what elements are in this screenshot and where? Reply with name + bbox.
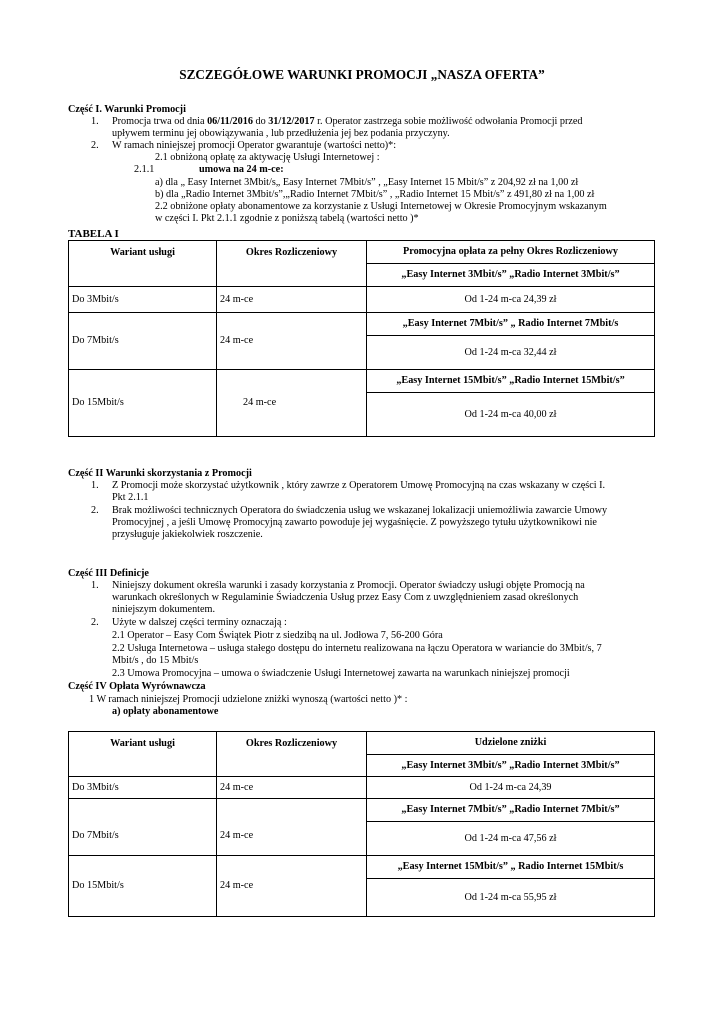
table2-row2-variant: Do 7Mbit/s	[69, 799, 217, 856]
part1-item2-2-line2: w części I. Pkt 2.1.1 zgodnie z poniższą tabelą (wartości netto )*	[155, 213, 419, 224]
table1-row	[69, 287, 655, 313]
part1-item2-2-line1: 2.2 obniżone opłaty abonamentowe za korzystanie z Usługi Internetowej w Okresie Promocyjnym wskazanym	[155, 201, 607, 212]
page-title: SZCZEGÓŁOWE WARUNKI PROMOCJI „NASZA OFERTA”	[179, 67, 545, 82]
part1-item2-1-1-number: 2.1.1	[134, 164, 155, 175]
part4-line2: a) opłaty abonamentowe	[112, 706, 219, 717]
table2-row2-period: 24 m-ce	[217, 799, 367, 856]
table1-row	[69, 313, 655, 370]
table2-row3-fee-cell	[367, 856, 655, 917]
part4-line1: 1 W ramach niniejszej Promocji udzielone zniżki wynoszą (wartości netto )* :	[89, 694, 408, 705]
part3-def-2-2-line2: Mbit/s , do 15 Mbit/s	[112, 655, 199, 666]
table1-row1-fee: Od 1-24 m-ca 24,39 zł	[367, 287, 655, 313]
part4-heading: Część IV Opłata Wyrównawcza	[68, 681, 206, 692]
part1-item2-1: 2.1 obniżoną opłatę za aktywację Usługi Internetowej :	[155, 152, 380, 163]
table2-row2-fee: Od 1-24 m-ca 47,56 zł	[464, 833, 557, 844]
part2-item1-line1: Z Promocji może skorzystać użytkownik , który zawrze z Operatorem Umowę Promocyjną na czas wskazany w części I.	[112, 480, 606, 491]
part1-item1-line1: Promocja trwa od dnia 06/11/2016 do 31/12/2017 r. Operator zastrzega sobie możliwość odwołania Promocji przed	[112, 116, 583, 127]
table2-row1-variant: Do 3Mbit/s	[69, 777, 217, 799]
part2-item2-line1: Brak możliwości technicznych Operatora do świadczenia usług we wskazanej lokalizacji uniemożliwia zawarcie Umowy	[112, 505, 608, 516]
part2-item2-line2: Promocyjnej , a jeśli Umowę Promocyjną zawarto powoduje jej wygaśnięcie. Z powyższego tytułu użytkownikowi nie	[112, 517, 597, 528]
part1-item-a: a) dla „ Easy Internet 3Mbit/s„ Easy Internet 7Mbit/s” , „Easy Internet 15 Mbit/s” z 204,92 zł na 1,00 zł	[155, 177, 579, 188]
part1-item2-text: W ramach niniejszej promocji Operator gwarantuje (wartości netto)*:	[112, 140, 397, 151]
table2-header-discount: Udzielone zniżki	[367, 732, 654, 755]
part3-item1-line3: niniejszym dokumentem.	[112, 604, 215, 615]
table1-row2-period: 24 m-ce	[217, 313, 367, 370]
table1-row2-fee-cell	[367, 313, 655, 370]
table2-header-disc-cell	[367, 732, 655, 777]
table1-header-period: Okres Rozliczeniowy	[217, 241, 367, 287]
table1	[68, 240, 655, 437]
part3-def-2-3: 2.3 Umowa Promocyjna – umowa o świadczenie Usługi Internetowej zawarta na warunkach niniejszej promocji	[112, 668, 570, 679]
part3-item2-text: Użyte w dalszej części terminy oznaczają :	[112, 617, 287, 628]
table1-label: TABELA I	[68, 228, 119, 240]
part1-item2-1-1-text: umowa na 24 m-ce:	[199, 164, 284, 175]
part2-item2-number: 2.	[91, 505, 99, 516]
part3-item1-number: 1.	[91, 580, 99, 591]
table2-row3-variant: Do 15Mbit/s	[69, 856, 217, 917]
part2-item1-number: 1.	[91, 480, 99, 491]
table1-row3-variant: Do 15Mbit/s	[69, 370, 217, 437]
part2-item2-line3: przysługuje jakiekolwiek roszczenie.	[112, 529, 263, 540]
table2-header-period: Okres Rozliczeniowy	[217, 732, 367, 777]
part2-item1-line2: Pkt 2.1.1	[112, 492, 149, 503]
table2-row	[69, 799, 655, 856]
table2-row3-period: 24 m-ce	[217, 856, 367, 917]
table1-row2-variant: Do 7Mbit/s	[69, 313, 217, 370]
table1-header-variant: Wariant usługi	[69, 241, 217, 287]
table2-header-row	[69, 732, 655, 777]
table2-row1-period: 24 m-ce	[217, 777, 367, 799]
table1-row2-fee: Od 1-24 m-ca 32,44 zł	[464, 347, 557, 358]
part3-heading: Część III Definicje	[68, 568, 149, 579]
table1-header-fee: Promocyjna opłata za pełny Okres Rozliczeniowy	[367, 241, 654, 264]
table2-row	[69, 856, 655, 917]
table2-row1-fee: Od 1-24 m-ca 24,39	[367, 777, 655, 799]
part1-item-b: b) dla „Radio Internet 3Mbit/s”,„Radio Internet 7Mbit/s” , „Radio Internet 15 Mbit/s” z 491,80 zł na 1,00 zł	[155, 189, 595, 200]
table1-row2-services: „Easy Internet 7Mbit/s” „ Radio Internet 7Mbit/s	[367, 313, 654, 336]
part3-item1-line1: Niniejszy dokument określa warunki i zasady korzystania z Promocji. Operator świadczy usługi objęte Promocją na	[112, 580, 585, 591]
part3-item2-number: 2.	[91, 617, 99, 628]
table2-row2-fee-cell	[367, 799, 655, 856]
table1-row1-services: „Easy Internet 3Mbit/s” „Radio Internet 3Mbit/s”	[401, 269, 620, 280]
part1-item1-number: 1.	[91, 116, 99, 127]
table1-row3-fee-cell	[367, 370, 655, 437]
part2-heading: Część II Warunki skorzystania z Promocji	[68, 468, 252, 479]
table1-header-fee-cell	[367, 241, 655, 287]
table1-header-row	[69, 241, 655, 287]
table1-row3-period: 24 m-ce	[217, 370, 367, 437]
table2-row1-services: „Easy Internet 3Mbit/s” „Radio Internet 3Mbit/s”	[401, 760, 620, 771]
table2-header-variant: Wariant usługi	[69, 732, 217, 777]
part3-def-2-2-line1: 2.2 Usługa Internetowa – usługa stałego dostępu do internetu realizowana na łączu Operatora w wariancie do 3Mbit/s, 7	[112, 643, 602, 654]
table1-row	[69, 370, 655, 437]
table2	[68, 731, 655, 917]
table1-row3-services: „Easy Internet 15Mbit/s” „Radio Internet 15Mbit/s”	[367, 370, 654, 393]
part3-def-2-1: 2.1 Operator – Easy Com Świątek Piotr z siedzibą na ul. Jodłowa 7, 56-200 Góra	[112, 630, 443, 641]
table2-row3-services: „Easy Internet 15Mbit/s” „ Radio Internet 15Mbit/s	[367, 856, 654, 879]
table1-row1-period: 24 m-ce	[217, 287, 367, 313]
table2-row3-fee: Od 1-24 m-ca 55,95 zł	[464, 892, 557, 903]
part1-item1-line2: upływem terminu jej obowiązywania , lub przedłużenia jej bez podania przyczyny.	[112, 128, 450, 139]
table1-row3-fee: Od 1-24 m-ca 40,00 zł	[464, 409, 557, 420]
table2-row	[69, 777, 655, 799]
part3-item1-line2: warunkach określonych w Regulaminie Świadczenia Usług przez Easy Com z uwzględnieniem zasad określonych	[112, 592, 579, 603]
table1-row1-variant: Do 3Mbit/s	[69, 287, 217, 313]
part1-heading: Część I. Warunki Promocji	[68, 104, 186, 115]
part1-item2-number: 2.	[91, 140, 99, 151]
table2-row2-services: „Easy Internet 7Mbit/s” „Radio Internet 7Mbit/s”	[367, 799, 654, 822]
